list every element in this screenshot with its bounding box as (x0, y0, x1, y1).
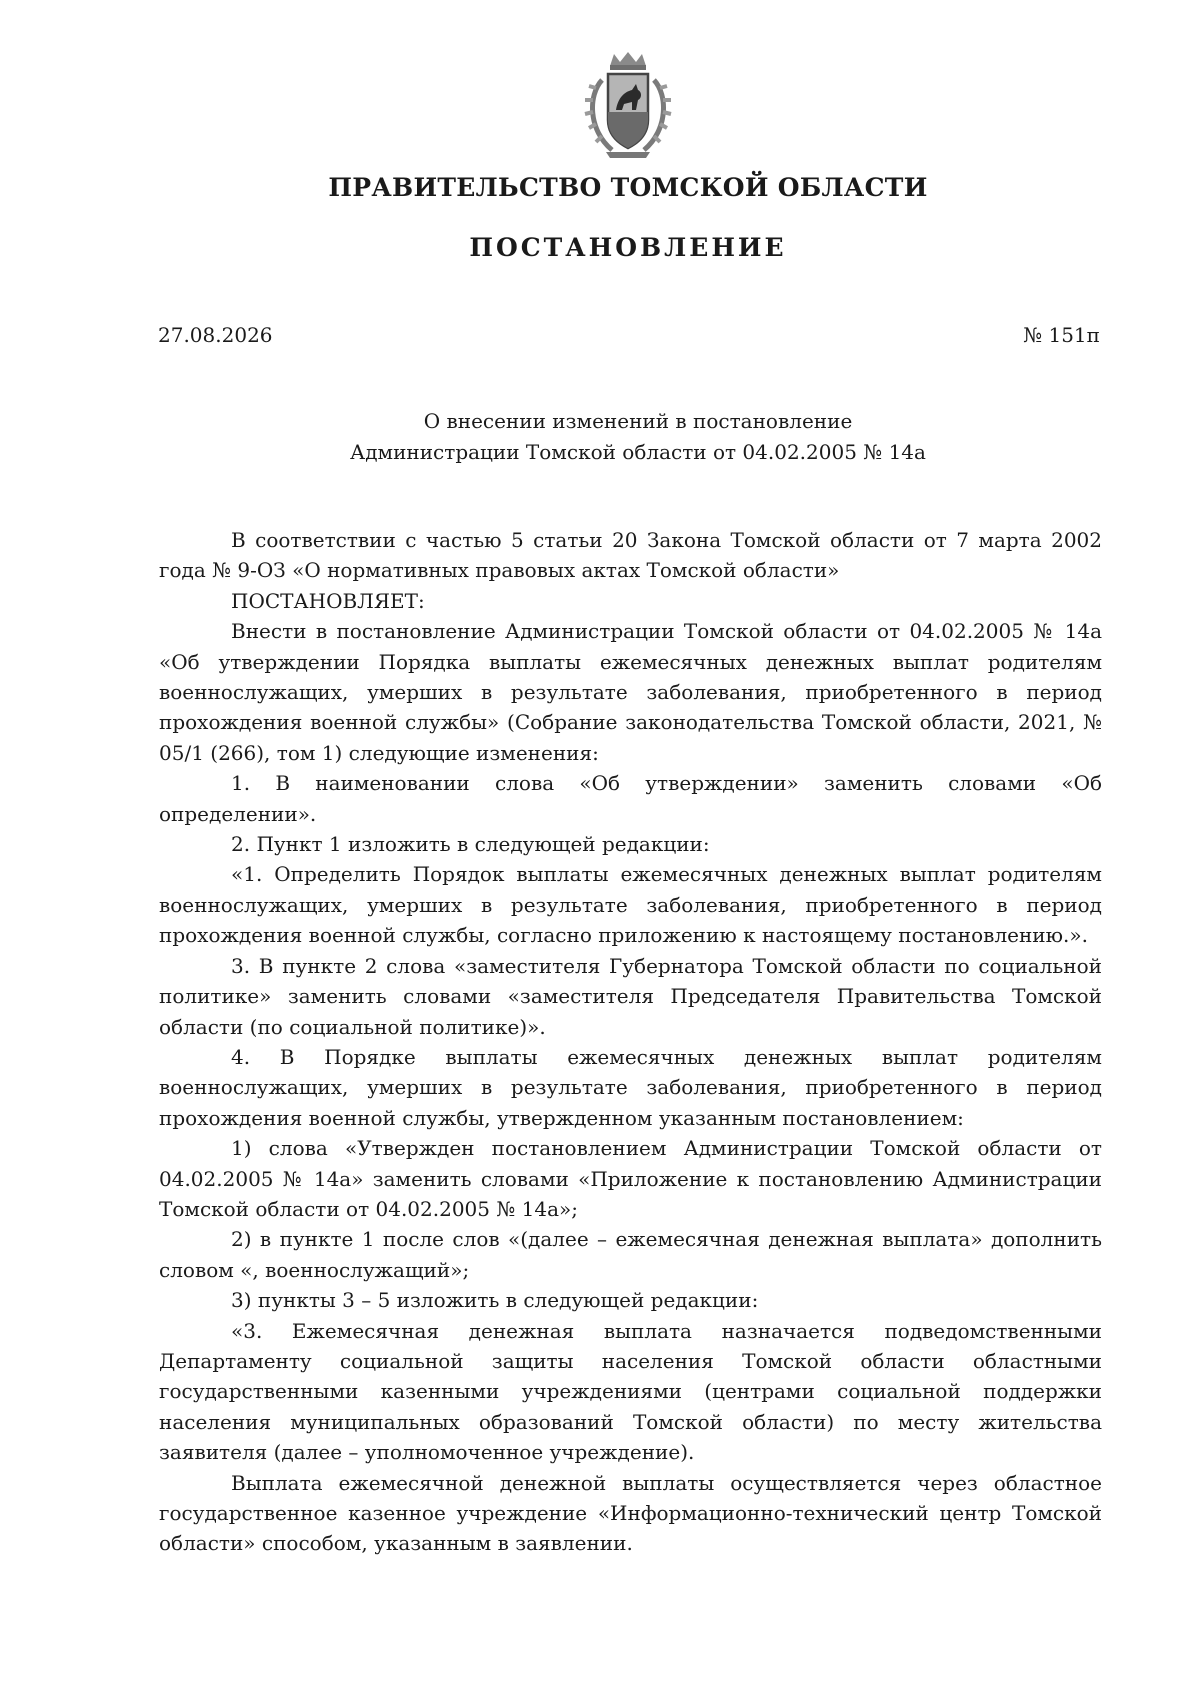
document-type-heading: ПОСТАНОВЛЕНИЕ (469, 233, 787, 262)
subitem-2-paragraph: 2) в пункте 1 после слов «(далее – ежемесячная денежная выплата» дополнить словом «, военнослужащий»; (159, 1227, 1102, 1282)
government-title: ПРАВИТЕЛЬСТВО ТОМСКОЙ ОБЛАСТИ (328, 173, 928, 202)
coat-of-arms-emblem (578, 50, 678, 162)
item-2-paragraph: 2. Пункт 1 изложить в следующей редакции: (231, 832, 710, 857)
subject-line-1: О внесении изменений в постановление (423, 409, 853, 433)
document-body (159, 525, 1102, 1559)
subitem-3-paragraph: 3) пункты 3 – 5 изложить в следующей редакции: (231, 1288, 759, 1313)
item-4-paragraph: 4. В Порядке выплаты ежемесячных денежных выплат родителям военнослужащих, умерших в результате заболевания, приобретенного в период прохождения военной службы, утвержденном указанным постановлением: (159, 1044, 1102, 1130)
document-number: № 151п (1023, 323, 1100, 347)
document-subject (0, 406, 1200, 468)
point-3-text-paragraph: «3. Ежемесячная денежная выплата назначается подведомственными Департаменту социальной защиты населения Томской области областными государственными казенными учреждениями (центрами социальной поддержки населения муниципальных образований Томской области) по месту жительства заявителя (далее – уполномоченное учреждение). (159, 1318, 1102, 1465)
payment-method-paragraph: Выплата ежемесячной денежной выплаты осуществляется через областное государственное казенное учреждение «Информационно-технический центр Томской области» способом, указанным в заявлении. (159, 1470, 1102, 1556)
amendment-intro-paragraph: Внести в постановление Администрации Томской области от 04.02.2005 № 14а «Об утверждении Порядка выплаты ежемесячных денежных выплат родителям военнослужащих, умерших в результате заболевания, приобретенного в период прохождения военной службы» (Собрание законодательства Томской области, 2021, № 05/1 (266), том 1) следующие изменения: (159, 619, 1102, 765)
item-3-paragraph: 3. В пункте 2 слова «заместителя Губернатора Томской области по социальной политике» заменить словами «заместителя Председателя Правительства Томской области (по социальной политике)». (159, 953, 1102, 1039)
resolves-paragraph: ПОСТАНОВЛЯЕТ: (231, 588, 425, 613)
document-date: 27.08.2026 (158, 323, 273, 347)
item-1-paragraph: 1. В наименовании слова «Об утверждении» заменить словами «Об определении». (159, 771, 1102, 826)
item-2-text-paragraph: «1. Определить Порядок выплаты ежемесячных денежных выплат родителям военнослужащих, умерших в результате заболевания, приобретенного в период прохождения военной службы, согласно приложению к настоящему постановлению.». (159, 862, 1102, 948)
subject-line-2: Администрации Томской области от 04.02.2005 № 14а (350, 440, 926, 464)
subitem-1-paragraph: 1) слова «Утвержден постановлением Администрации Томской области от 04.02.2005 № 14а» заменить словами «Приложение к постановлению Администрации Томской области от 04.02.2005 № 14а»; (159, 1136, 1102, 1221)
preamble-paragraph: В соответствии с частью 5 статьи 20 Закона Томской области от 7 марта 2002 года № 9-ОЗ «О нормативных правовых актах Томской области» (159, 528, 1102, 583)
